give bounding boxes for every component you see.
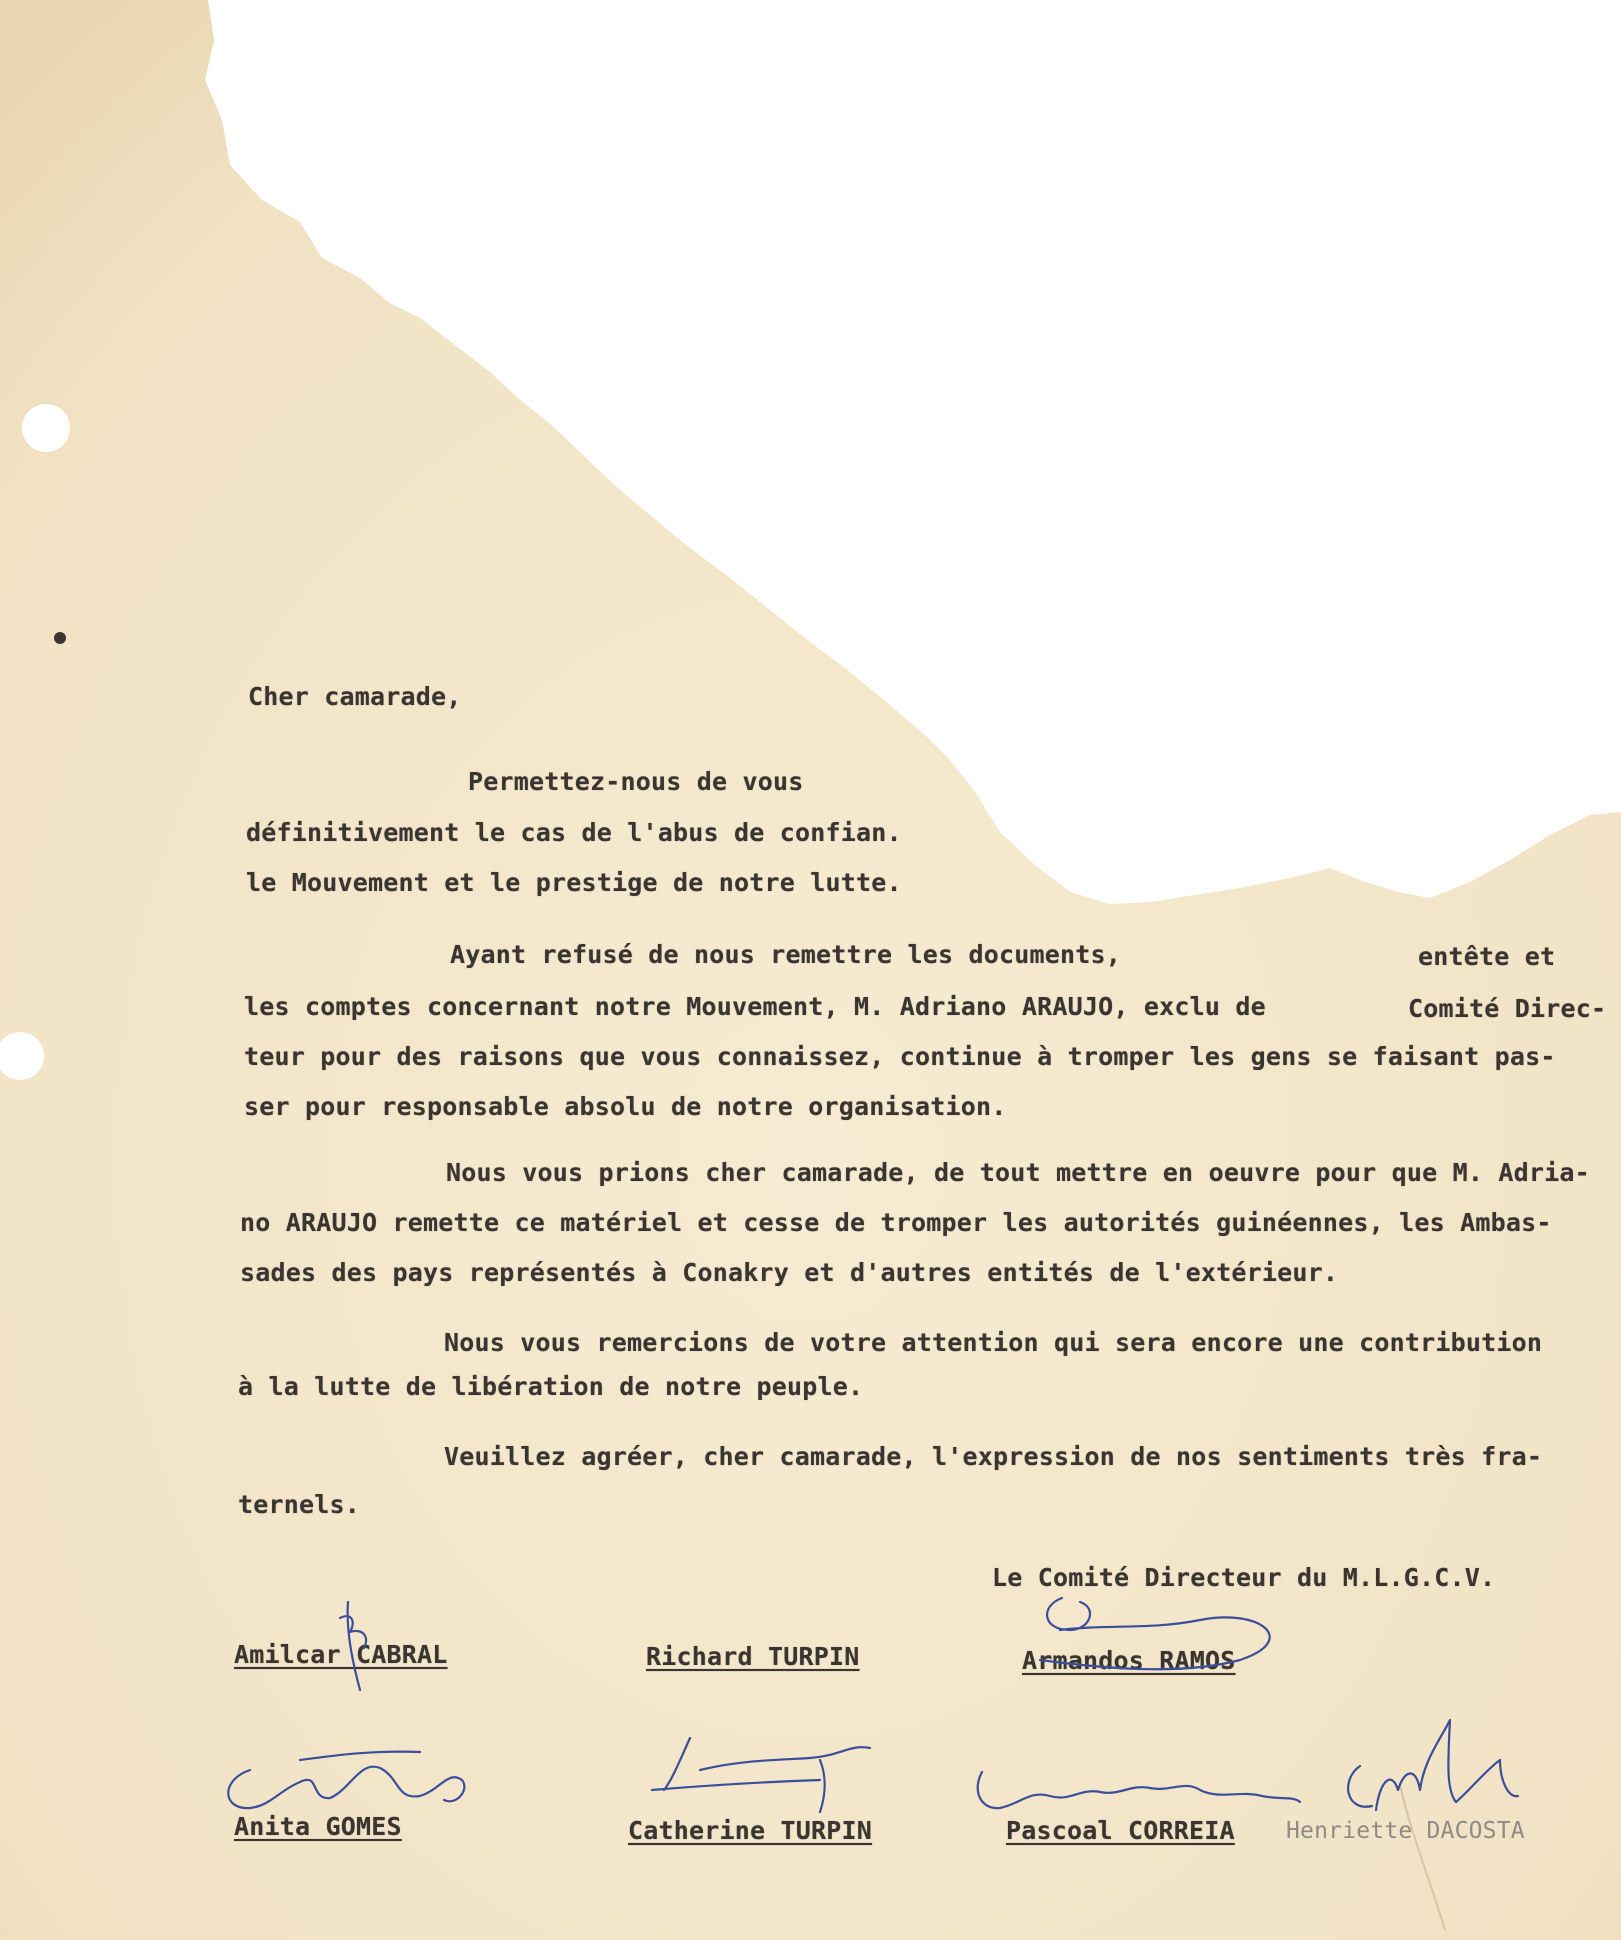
paragraph-1-line-3: le Mouvement et le prestige de notre lutte. [246,868,902,897]
closing-line-2: ternels. [238,1490,361,1519]
paragraph-1-line-2: définitivement le cas de l'abus de confian. [246,818,902,847]
paragraph-2-line-3: teur pour des raisons que vous connaissez, continue à tromper les gens se faisant pas- [244,1042,1556,1071]
paragraph-1-line-1: Permettez-nous de vous [468,767,804,796]
signatory-anita-gomes: Anita GOMES [234,1812,402,1841]
signatory-cabral: Amilcar CABRAL [234,1640,448,1669]
paragraph-4-line-1: Nous vous remercions de votre attention qui sera encore une contribution [444,1328,1543,1357]
paragraph-3-line-1: Nous vous prions cher camarade, de tout mettre en oeuvre pour que M. Adria- [446,1158,1590,1187]
committee-line: Le Comité Directeur du M.L.G.C.V. [992,1563,1496,1592]
paragraph-2-line-1-end: entête et [1418,942,1556,971]
signatory-richard-turpin: Richard TURPIN [646,1642,860,1671]
paragraph-4-line-2: à la lutte de libération de notre peuple. [238,1372,864,1401]
paragraph-2-line-2: les comptes concernant notre Mouvement, M. Adriano ARAUJO, exclu de [244,992,1266,1021]
punch-hole [22,404,70,452]
signatory-ramos: Armandos RAMOS [1022,1646,1236,1675]
signatory-correia: Pascoal CORREIA [1006,1816,1235,1845]
ink-speck [54,632,66,644]
salutation: Cher camarade, [248,682,462,711]
signatory-catherine-turpin: Catherine TURPIN [628,1816,873,1845]
signatory-dacosta: Henriette DACOSTA [1286,1818,1525,1844]
paragraph-2-line-2-end: Comité Direc- [1408,994,1607,1023]
paragraph-2-line-4: ser pour responsable absolu de notre organisation. [244,1092,1007,1121]
paragraph-2-line-1: Ayant refusé de nous remettre les documents, [450,940,1122,969]
closing-line-1: Veuillez agréer, cher camarade, l'expression de nos sentiments très fra- [444,1442,1543,1471]
paragraph-3-line-2: no ARAUJO remette ce matériel et cesse de tromper les autorités guinéennes, les Ambas- [240,1208,1552,1237]
paragraph-3-line-3: sades des pays représentés à Conakry et d'autres entités de l'extérieur. [240,1258,1339,1287]
